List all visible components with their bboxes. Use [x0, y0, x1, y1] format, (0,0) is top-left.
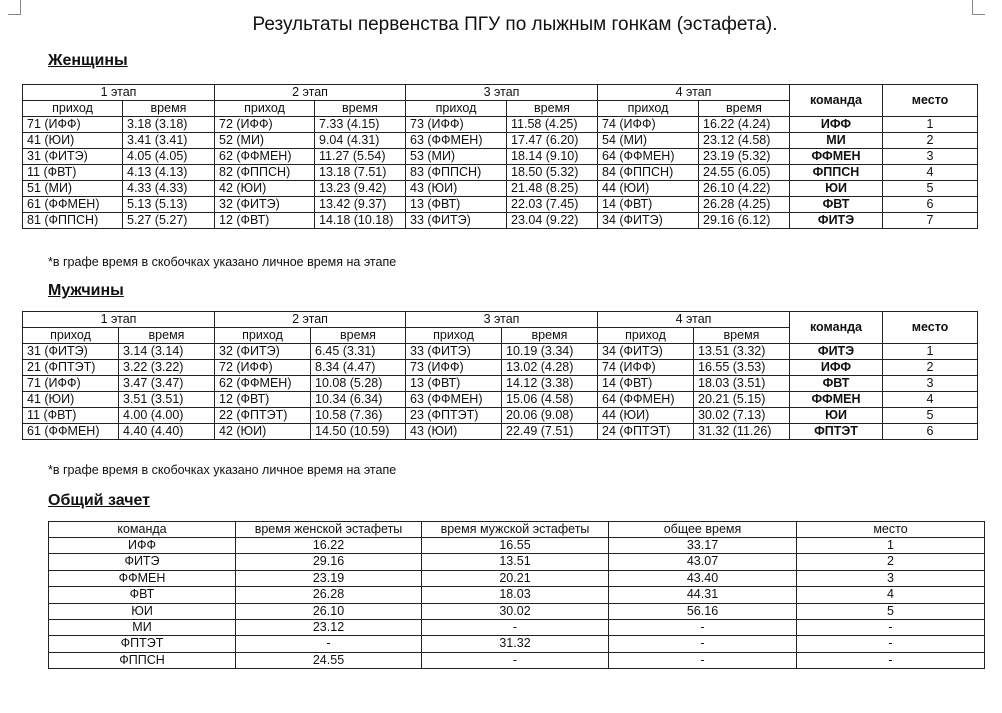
stage3-time-cell: 22.03 (7.45): [507, 197, 598, 213]
stage4-time-cell: 23.12 (4.58): [699, 133, 790, 149]
stage3-arrival-cell: 73 (ИФФ): [406, 117, 507, 133]
stage4-arrival-cell: 34 (ФИТЭ): [598, 213, 699, 229]
stage1-time-cell: 5.13 (5.13): [123, 197, 215, 213]
overall-women-time-cell: 16.22: [236, 538, 422, 554]
stage4-header: 4 этап: [598, 312, 790, 328]
stage2-arrival-cell: 72 (ИФФ): [215, 117, 315, 133]
overall-team-cell: МИ: [49, 620, 236, 636]
stage2-time-cell: 13.42 (9.37): [315, 197, 406, 213]
overall-men-time-cell: 16.55: [422, 538, 609, 554]
team-cell: ЮИ: [790, 408, 883, 424]
stage3-arrival-cell: 13 (ФВТ): [406, 376, 502, 392]
stage3-time-cell: 21.48 (8.25): [507, 181, 598, 197]
overall-row: [49, 620, 985, 636]
stage3-time-cell: 23.04 (9.22): [507, 213, 598, 229]
stage4-time-cell: 24.55 (6.05): [699, 165, 790, 181]
stage3-header: 3 этап: [406, 312, 598, 328]
place-cell: 6: [883, 197, 978, 213]
team-cell: ИФФ: [790, 360, 883, 376]
stage1-arrival-cell: 41 (ЮИ): [23, 392, 119, 408]
stage4-arrival-cell: 24 (ФПТЭТ): [598, 424, 694, 440]
overall-place-cell: 2: [797, 554, 985, 570]
overall-heading: Общий зачет: [48, 492, 150, 509]
team-cell: ФИТЭ: [790, 344, 883, 360]
women-row: [23, 181, 978, 197]
stage3-time-cell: 18.14 (9.10): [507, 149, 598, 165]
overall-row: [49, 570, 985, 586]
stage1-time-cell: 3.14 (3.14): [119, 344, 215, 360]
overall-men-time-cell: 13.51: [422, 554, 609, 570]
time-header: время: [694, 328, 790, 344]
overall-total-time-header: общее время: [609, 522, 797, 538]
stage4-time-cell: 23.19 (5.32): [699, 149, 790, 165]
men-row: [23, 408, 978, 424]
place-cell: 3: [883, 149, 978, 165]
stage3-time-cell: 17.47 (6.20): [507, 133, 598, 149]
stage1-time-cell: 4.05 (4.05): [123, 149, 215, 165]
stage2-header: 2 этап: [215, 312, 406, 328]
stage1-time-cell: 3.51 (3.51): [119, 392, 215, 408]
overall-row: [49, 636, 985, 652]
place-cell: 5: [883, 181, 978, 197]
stage2-time-cell: 8.34 (4.47): [311, 360, 406, 376]
time-header: время: [315, 101, 406, 117]
team-header: команда: [790, 312, 883, 344]
team-cell: ИФФ: [790, 117, 883, 133]
team-cell: ФВТ: [790, 376, 883, 392]
stage2-arrival-cell: 32 (ФИТЭ): [215, 197, 315, 213]
overall-women-time-cell: 26.10: [236, 603, 422, 619]
arrival-header: приход: [598, 101, 699, 117]
overall-women-time-header: время женской эстафеты: [236, 522, 422, 538]
overall-total-time-cell: -: [609, 652, 797, 668]
team-cell: ФВТ: [790, 197, 883, 213]
men-row: [23, 360, 978, 376]
overall-team-cell: ФППСН: [49, 652, 236, 668]
place-cell: 7: [883, 213, 978, 229]
men-row: [23, 344, 978, 360]
team-cell: ЮИ: [790, 181, 883, 197]
men-stage-header-row: [23, 312, 978, 328]
stage3-header: 3 этап: [406, 85, 598, 101]
team-cell: ФФМЕН: [790, 149, 883, 165]
overall-row: [49, 652, 985, 668]
stage4-arrival-cell: 84 (ФППСН): [598, 165, 699, 181]
stage1-time-cell: 3.47 (3.47): [119, 376, 215, 392]
women-heading: Женщины: [48, 52, 128, 69]
time-header: время: [311, 328, 406, 344]
stage1-arrival-cell: 51 (МИ): [23, 181, 123, 197]
stage2-arrival-cell: 42 (ЮИ): [215, 181, 315, 197]
overall-men-time-cell: 31.32: [422, 636, 609, 652]
stage4-time-cell: 31.32 (11.26): [694, 424, 790, 440]
time-header: время: [123, 101, 215, 117]
stage1-arrival-cell: 31 (ФИТЭ): [23, 344, 119, 360]
overall-team-header: команда: [49, 522, 236, 538]
women-results-table: [22, 84, 978, 229]
stage2-time-cell: 14.50 (10.59): [311, 424, 406, 440]
overall-women-time-cell: 24.55: [236, 652, 422, 668]
stage1-arrival-cell: 61 (ФФМЕН): [23, 197, 123, 213]
overall-men-time-cell: -: [422, 652, 609, 668]
stage4-time-cell: 13.51 (3.32): [694, 344, 790, 360]
stage4-arrival-cell: 74 (ИФФ): [598, 360, 694, 376]
stage3-time-cell: 10.19 (3.34): [502, 344, 598, 360]
stage1-time-cell: 3.18 (3.18): [123, 117, 215, 133]
overall-women-time-cell: 23.19: [236, 570, 422, 586]
stage2-time-cell: 7.33 (4.15): [315, 117, 406, 133]
stage2-arrival-cell: 12 (ФВТ): [215, 213, 315, 229]
men-row: [23, 424, 978, 440]
women-row: [23, 197, 978, 213]
stage3-time-cell: 11.58 (4.25): [507, 117, 598, 133]
stage4-time-cell: 18.03 (3.51): [694, 376, 790, 392]
stage2-time-cell: 10.58 (7.36): [311, 408, 406, 424]
stage2-time-cell: 10.34 (6.34): [311, 392, 406, 408]
overall-women-time-cell: -: [236, 636, 422, 652]
stage1-time-cell: 4.00 (4.00): [119, 408, 215, 424]
arrival-header: приход: [406, 101, 507, 117]
overall-place-cell: 1: [797, 538, 985, 554]
stage3-time-cell: 22.49 (7.51): [502, 424, 598, 440]
arrival-header: приход: [406, 328, 502, 344]
stage1-arrival-cell: 71 (ИФФ): [23, 376, 119, 392]
stage1-time-cell: 5.27 (5.27): [123, 213, 215, 229]
stage2-arrival-cell: 12 (ФВТ): [215, 392, 311, 408]
stage1-time-cell: 3.22 (3.22): [119, 360, 215, 376]
stage3-arrival-cell: 73 (ИФФ): [406, 360, 502, 376]
stage3-time-cell: 13.02 (4.28): [502, 360, 598, 376]
team-cell: ФППСН: [790, 165, 883, 181]
stage3-time-cell: 15.06 (4.58): [502, 392, 598, 408]
team-cell: ФПТЭТ: [790, 424, 883, 440]
stage2-arrival-cell: 42 (ЮИ): [215, 424, 311, 440]
overall-place-cell: 3: [797, 570, 985, 586]
stage1-arrival-cell: 31 (ФИТЭ): [23, 149, 123, 165]
stage2-arrival-cell: 72 (ИФФ): [215, 360, 311, 376]
stage4-time-cell: 16.55 (3.53): [694, 360, 790, 376]
team-header: команда: [790, 85, 883, 117]
stage1-arrival-cell: 11 (ФВТ): [23, 165, 123, 181]
page-corner-mark-right: [972, 0, 985, 15]
overall-total-time-cell: 43.07: [609, 554, 797, 570]
stage4-time-cell: 26.28 (4.25): [699, 197, 790, 213]
women-row: [23, 149, 978, 165]
stage4-time-cell: 29.16 (6.12): [699, 213, 790, 229]
arrival-header: приход: [215, 328, 311, 344]
overall-men-time-cell: 18.03: [422, 587, 609, 603]
stage4-time-cell: 20.21 (5.15): [694, 392, 790, 408]
stage1-time-cell: 3.41 (3.41): [123, 133, 215, 149]
stage4-arrival-cell: 34 (ФИТЭ): [598, 344, 694, 360]
overall-place-cell: 5: [797, 603, 985, 619]
stage4-arrival-cell: 64 (ФФМЕН): [598, 149, 699, 165]
overall-women-time-cell: 26.28: [236, 587, 422, 603]
stage4-time-cell: 16.22 (4.24): [699, 117, 790, 133]
stage4-arrival-cell: 14 (ФВТ): [598, 197, 699, 213]
stage1-arrival-cell: 11 (ФВТ): [23, 408, 119, 424]
stage1-time-cell: 4.33 (4.33): [123, 181, 215, 197]
document-title: Результаты первенства ПГУ по лыжным гонкам (эстафета).: [252, 14, 778, 35]
men-heading: Мужчины: [48, 282, 124, 299]
stage2-time-cell: 13.18 (7.51): [315, 165, 406, 181]
place-cell: 4: [883, 165, 978, 181]
stage4-arrival-cell: 44 (ЮИ): [598, 181, 699, 197]
time-header: время: [502, 328, 598, 344]
arrival-header: приход: [23, 101, 123, 117]
place-cell: 3: [883, 376, 978, 392]
overall-row: [49, 587, 985, 603]
team-cell: ФФМЕН: [790, 392, 883, 408]
stage1-arrival-cell: 21 (ФПТЭТ): [23, 360, 119, 376]
stage4-arrival-cell: 74 (ИФФ): [598, 117, 699, 133]
time-header: время: [119, 328, 215, 344]
overall-total-time-cell: -: [609, 620, 797, 636]
stage4-header: 4 этап: [598, 85, 790, 101]
women-row: [23, 213, 978, 229]
overall-team-cell: ИФФ: [49, 538, 236, 554]
men-row: [23, 376, 978, 392]
overall-men-time-header: время мужской эстафеты: [422, 522, 609, 538]
stage1-header: 1 этап: [23, 312, 215, 328]
stage2-time-cell: 9.04 (4.31): [315, 133, 406, 149]
stage1-arrival-cell: 71 (ИФФ): [23, 117, 123, 133]
stage3-arrival-cell: 33 (ФИТЭ): [406, 213, 507, 229]
arrival-header: приход: [23, 328, 119, 344]
overall-women-time-cell: 29.16: [236, 554, 422, 570]
overall-place-cell: 4: [797, 587, 985, 603]
place-cell: 1: [883, 344, 978, 360]
stage2-arrival-cell: 32 (ФИТЭ): [215, 344, 311, 360]
men-row: [23, 392, 978, 408]
stage3-arrival-cell: 43 (ЮИ): [406, 181, 507, 197]
place-cell: 1: [883, 117, 978, 133]
stage1-arrival-cell: 61 (ФФМЕН): [23, 424, 119, 440]
overall-row: [49, 554, 985, 570]
overall-team-cell: ЮИ: [49, 603, 236, 619]
stage3-arrival-cell: 83 (ФППСН): [406, 165, 507, 181]
stage1-header: 1 этап: [23, 85, 215, 101]
stage2-arrival-cell: 82 (ФППСН): [215, 165, 315, 181]
place-cell: 6: [883, 424, 978, 440]
stage2-time-cell: 11.27 (5.54): [315, 149, 406, 165]
stage3-arrival-cell: 13 (ФВТ): [406, 197, 507, 213]
women-row: [23, 133, 978, 149]
stage4-time-cell: 30.02 (7.13): [694, 408, 790, 424]
team-cell: МИ: [790, 133, 883, 149]
stage3-arrival-cell: 43 (ЮИ): [406, 424, 502, 440]
stage2-time-cell: 14.18 (10.18): [315, 213, 406, 229]
women-stage-header-row: [23, 85, 978, 101]
stage3-arrival-cell: 53 (МИ): [406, 149, 507, 165]
overall-place-cell: -: [797, 652, 985, 668]
men-note: *в графе время в скобочках указано личное время на этапе: [48, 463, 397, 477]
overall-place-cell: -: [797, 620, 985, 636]
arrival-header: приход: [598, 328, 694, 344]
stage4-arrival-cell: 44 (ЮИ): [598, 408, 694, 424]
women-row: [23, 165, 978, 181]
stage3-time-cell: 18.50 (5.32): [507, 165, 598, 181]
women-note: *в графе время в скобочках указано личное время на этапе: [48, 255, 397, 269]
stage2-header: 2 этап: [215, 85, 406, 101]
overall-total-time-cell: 44.31: [609, 587, 797, 603]
stage2-time-cell: 13.23 (9.42): [315, 181, 406, 197]
place-cell: 2: [883, 133, 978, 149]
stage4-arrival-cell: 64 (ФФМЕН): [598, 392, 694, 408]
overall-men-time-cell: 30.02: [422, 603, 609, 619]
time-header: время: [507, 101, 598, 117]
stage3-time-cell: 14.12 (3.38): [502, 376, 598, 392]
overall-team-cell: ФВТ: [49, 587, 236, 603]
page-corner-mark-left: [8, 0, 21, 15]
overall-total-time-cell: -: [609, 636, 797, 652]
overall-row: [49, 603, 985, 619]
men-results-table: [22, 311, 978, 440]
time-header: время: [699, 101, 790, 117]
stage2-arrival-cell: 52 (МИ): [215, 133, 315, 149]
overall-standings-table: [48, 521, 985, 669]
place-cell: 5: [883, 408, 978, 424]
stage3-arrival-cell: 63 (ФФМЕН): [406, 392, 502, 408]
stage1-time-cell: 4.40 (4.40): [119, 424, 215, 440]
overall-team-cell: ФПТЭТ: [49, 636, 236, 652]
overall-total-time-cell: 43.40: [609, 570, 797, 586]
stage3-time-cell: 20.06 (9.08): [502, 408, 598, 424]
overall-row: [49, 538, 985, 554]
stage3-arrival-cell: 23 (ФПТЭТ): [406, 408, 502, 424]
overall-place-header: место: [797, 522, 985, 538]
stage2-arrival-cell: 62 (ФФМЕН): [215, 376, 311, 392]
overall-team-cell: ФФМЕН: [49, 570, 236, 586]
stage1-arrival-cell: 41 (ЮИ): [23, 133, 123, 149]
arrival-header: приход: [215, 101, 315, 117]
stage3-arrival-cell: 33 (ФИТЭ): [406, 344, 502, 360]
stage1-arrival-cell: 81 (ФППСН): [23, 213, 123, 229]
stage3-arrival-cell: 63 (ФФМЕН): [406, 133, 507, 149]
stage2-arrival-cell: 62 (ФФМЕН): [215, 149, 315, 165]
stage1-time-cell: 4.13 (4.13): [123, 165, 215, 181]
overall-team-cell: ФИТЭ: [49, 554, 236, 570]
stage4-arrival-cell: 14 (ФВТ): [598, 376, 694, 392]
place-cell: 2: [883, 360, 978, 376]
place-header: место: [883, 85, 978, 117]
overall-total-time-cell: 33.17: [609, 538, 797, 554]
team-cell: ФИТЭ: [790, 213, 883, 229]
stage4-arrival-cell: 54 (МИ): [598, 133, 699, 149]
place-cell: 4: [883, 392, 978, 408]
overall-women-time-cell: 23.12: [236, 620, 422, 636]
overall-men-time-cell: 20.21: [422, 570, 609, 586]
place-header: место: [883, 312, 978, 344]
stage4-time-cell: 26.10 (4.22): [699, 181, 790, 197]
overall-men-time-cell: -: [422, 620, 609, 636]
stage2-arrival-cell: 22 (ФПТЭТ): [215, 408, 311, 424]
overall-place-cell: -: [797, 636, 985, 652]
stage2-time-cell: 10.08 (5.28): [311, 376, 406, 392]
women-row: [23, 117, 978, 133]
stage2-time-cell: 6.45 (3.31): [311, 344, 406, 360]
overall-total-time-cell: 56.16: [609, 603, 797, 619]
overall-header-row: [49, 522, 985, 538]
